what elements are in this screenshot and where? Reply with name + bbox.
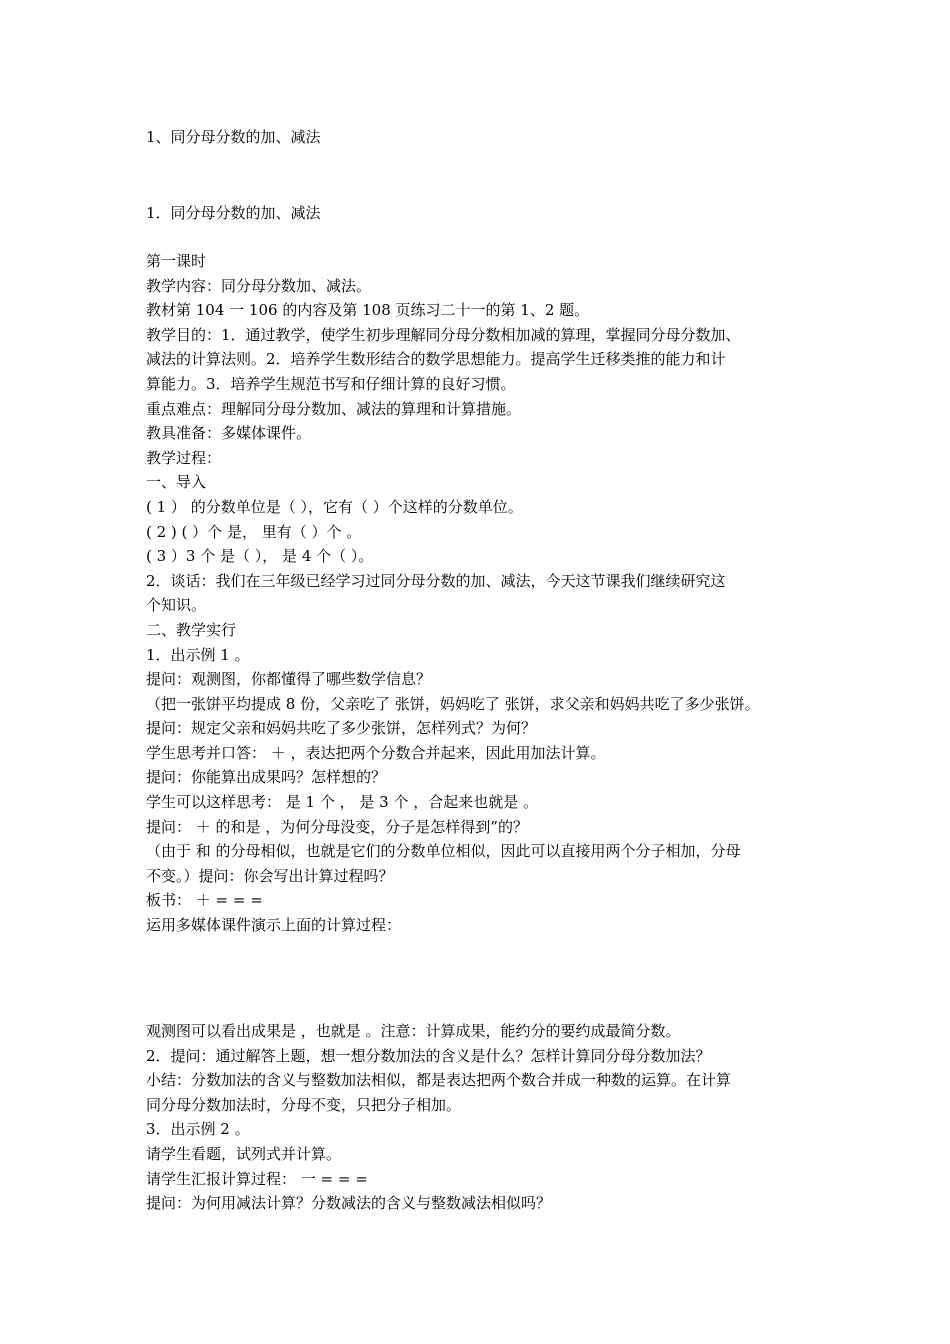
text-line: 板书： ＋ = = = bbox=[146, 891, 263, 910]
text-line: 运用多媒体课件演示上面的计算过程： bbox=[146, 916, 402, 935]
text-line: 提问：规定父亲和妈妈共吃了多少张饼，怎样列式？为何？ bbox=[146, 719, 537, 738]
text-line: ( 3 ）3 个 是（ ）， 是 4 个（ ）。 bbox=[146, 547, 374, 566]
text-line: 教具准备：多媒体课件。 bbox=[146, 424, 312, 443]
text-line: 教材第 104 一 106 的内容及第 108 页练习二十一的第 1、2 题。 bbox=[146, 301, 590, 320]
text-line: 2．谈话：我们在三年级已经学习过同分母分数的加、减法，今天这节课我们继续研究这 bbox=[146, 571, 726, 590]
text-line: 重点难点：理解同分母分数加、减法的算理和计算措施。 bbox=[146, 399, 522, 418]
text-line: 一、导入 bbox=[146, 473, 207, 492]
text-line: 教学过程： bbox=[146, 448, 222, 467]
text-line: 2．提问：通过解答上题，想一想分数加法的含义是什么？怎样计算同分母分数加法？ bbox=[146, 1046, 711, 1065]
text-line: 3．出示例 2 。 bbox=[146, 1120, 250, 1139]
lesson-text-block-2 bbox=[146, 1019, 826, 1216]
text-line: 小结：分数加法的含义与整数加法相似，都是表达把两个数合并成一种数的运算。在计算 bbox=[146, 1071, 732, 1090]
text-line: 不变。）提问：你会写出计算过程吗？ bbox=[146, 866, 394, 885]
lesson-text-block-1 bbox=[146, 249, 826, 938]
text-line: （由于 和 的分母相似，也就是它们的分数单位相似，因此可以直接用两个分子相加，分母 bbox=[146, 842, 741, 861]
text-line: 减法的计算法则。2．培养学生数形结合的数学思想能力。提高学生迁移类推的能力和计 bbox=[146, 350, 726, 369]
text-line: 教学内容：同分母分数加、减法。 bbox=[146, 276, 372, 295]
text-line: （把一张饼平均提成 8 份，父亲吃了 张饼，妈妈吃了 张饼，求父亲和妈妈共吃了多少张饼。 bbox=[146, 694, 760, 713]
text-line: 个知识。 bbox=[146, 596, 207, 615]
text-line: 学生思考并口答： ＋ ，表达把两个分数合并起来，因此用加法计算。 bbox=[146, 743, 606, 762]
text-line: 观测图可以看出成果是 ，也就是 。注意：计算成果，能约分的要约成最简分数。 bbox=[146, 1022, 681, 1040]
text-line: 学生可以这样思考： 是 1 个 ， 是 3 个 ，合起来也就是 。 bbox=[146, 793, 539, 812]
text-line: 第一课时 bbox=[146, 252, 207, 270]
document-title: 1、同分母分数的加、减法 bbox=[146, 128, 321, 146]
text-line: 提问：为何用减法计算？分数减法的含义与整数减法相似吗？ bbox=[146, 1194, 552, 1213]
text-line: ( 1 ） 的分数单位是（ ），它有（ ）个这样的分数单位。 bbox=[146, 497, 523, 516]
text-line: 请学生看题，试列式并计算。 bbox=[146, 1144, 342, 1163]
text-line: 二、教学实行 bbox=[146, 620, 237, 639]
text-line: 同分母分数加法时，分母不变，只把分子相加。 bbox=[146, 1095, 462, 1114]
text-line: 算能力。3．培养学生规范书写和仔细计算的良好习惯。 bbox=[146, 374, 516, 393]
text-line: 请学生汇报计算过程： 一 = = = bbox=[146, 1169, 368, 1188]
text-line: 教学目的：1．通过教学，使学生初步理解同分母分数相加减的算理，掌握同分母分数加、 bbox=[146, 325, 741, 344]
text-line: 提问：你能算出成果吗？怎样想的？ bbox=[146, 768, 387, 787]
text-line: ( 2 ) ( ）个 是， 里有（ ）个 。 bbox=[146, 522, 362, 541]
section-heading: 1．同分母分数的加、减法 bbox=[146, 204, 321, 222]
text-line: 提问：观测图，你都懂得了哪些数学信息？ bbox=[146, 670, 432, 689]
text-line: 1．出示例 1 。 bbox=[146, 645, 250, 664]
text-line: 提问： ＋ 的和是 ，为何分母没变，分子是怎样得到”的？ bbox=[146, 817, 528, 836]
